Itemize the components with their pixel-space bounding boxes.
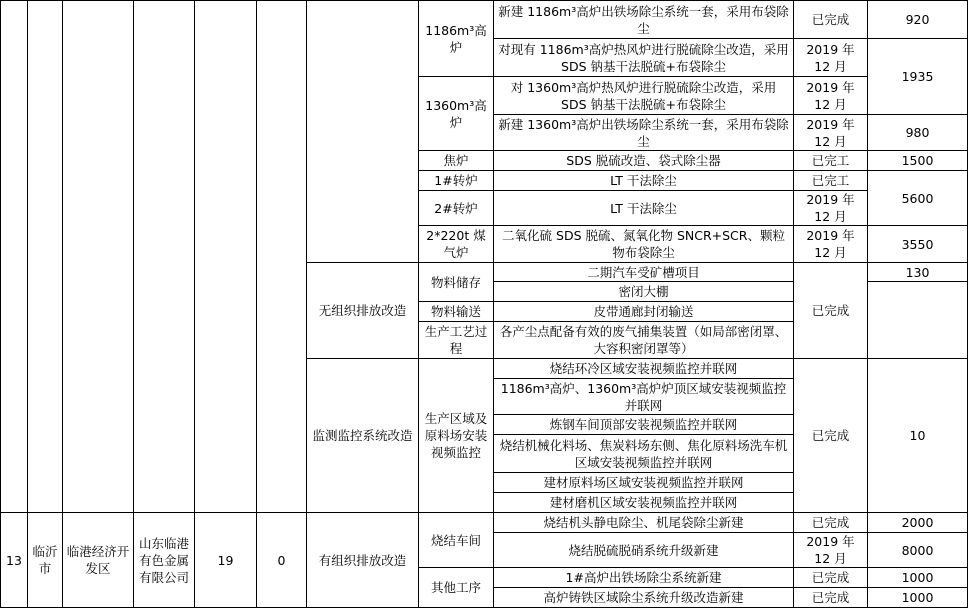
cell-invest: 130 xyxy=(868,263,968,282)
cell-project: LT 干法除尘 xyxy=(494,171,794,191)
cell-process: 生产工艺过程 xyxy=(419,322,494,359)
cell-process: 生产区域及原料场安装视频监控 xyxy=(419,359,494,513)
cell-project: 皮带通廊封闭输送 xyxy=(494,302,794,322)
cell-score xyxy=(257,1,307,513)
cell-process: 1#转炉 xyxy=(419,171,494,191)
cell-process: 烧结车间 xyxy=(419,513,494,568)
cell-invest: 3550 xyxy=(868,226,968,263)
table-row xyxy=(1,513,968,533)
cell-invest: 1500 xyxy=(868,151,968,171)
cell-no: 13 xyxy=(1,513,28,608)
cell-invest: 920 xyxy=(868,1,968,39)
cell-status: 2019 年 12 月 xyxy=(794,115,868,151)
cell-status: 已完工 xyxy=(794,171,868,191)
cell-process: 1360m³高炉 xyxy=(419,77,494,151)
cell-rank: 19 xyxy=(195,513,257,608)
cell-project: 密闭大棚 xyxy=(494,282,794,302)
cell-status: 2019 年 12 月 xyxy=(794,77,868,115)
cell-invest: 5600 xyxy=(868,171,968,226)
cell-company: 山东临港有色金属有限公司 xyxy=(134,513,195,608)
cell-zone xyxy=(63,1,134,513)
cell-process: 2#转炉 xyxy=(419,191,494,226)
cell-zone: 临港经济开发区 xyxy=(63,513,134,608)
cell-status: 已完成 xyxy=(794,263,868,359)
cell-status: 已完成 xyxy=(794,1,868,39)
cell-process: 1186m³高炉 xyxy=(419,1,494,77)
cell-status: 已完成 xyxy=(794,568,868,588)
cell-status: 2019 年 12 月 xyxy=(794,191,868,226)
cell-project: 各产尘点配备有效的废气捕集装置（如局部密闭罩、大容积密闭罩等） xyxy=(494,322,794,359)
cell-status: 2019 年 12 月 xyxy=(794,39,868,77)
cell-category: 无组织排放改造 xyxy=(307,263,419,359)
cell-rank xyxy=(195,1,257,513)
cell-project: LT 干法除尘 xyxy=(494,191,794,226)
cell-process: 其他工序 xyxy=(419,568,494,608)
cell-project: 建材磨机区域安装视频监控并联网 xyxy=(494,493,794,513)
cell-category xyxy=(307,1,419,263)
cell-project: 烧结环冷区域安装视频监控并联网 xyxy=(494,359,794,379)
cell-process: 焦炉 xyxy=(419,151,494,171)
cell-process: 物料输送 xyxy=(419,302,494,322)
cell-project: 新建 1186m³高炉出铁场除尘系统一套，采用布袋除尘 xyxy=(494,1,794,39)
cell-category: 监测监控系统改造 xyxy=(307,359,419,513)
cell-project: 1186m³高炉、1360m³高炉炉顶区域安装视频监控并联网 xyxy=(494,379,794,415)
cell-invest: 1000 xyxy=(868,588,968,608)
cell-no xyxy=(1,1,28,513)
cell-status: 已完工 xyxy=(794,151,868,171)
cell-project: SDS 脱硫改造、袋式除尘器 xyxy=(494,151,794,171)
cell-city xyxy=(28,1,63,513)
cell-invest: 980 xyxy=(868,115,968,151)
cell-company xyxy=(134,1,195,513)
cell-project: 建材原料场区域安装视频监控并联网 xyxy=(494,473,794,493)
cell-invest: 8000 xyxy=(868,533,968,568)
cell-project: 烧结机械化料场、焦炭料场东侧、焦化原料场洗车机区域安装视频监控并联网 xyxy=(494,435,794,473)
cell-invest: 1000 xyxy=(868,568,968,588)
cell-status: 已完成 xyxy=(794,588,868,608)
cell-project: 对 1360m³高炉热风炉进行脱硫除尘改造，采用 SDS 钠基干法脱硫+布袋除尘 xyxy=(494,77,794,115)
cell-category: 有组织排放改造 xyxy=(307,513,419,608)
cell-process: 物料储存 xyxy=(419,263,494,302)
cell-project: 对现有 1186m³高炉热风炉进行脱硫除尘改造，采用 SDS 钠基干法脱硫+布袋除尘 xyxy=(494,39,794,77)
cell-project: 二氧化硫 SDS 脱硫、氮氧化物 SNCR+SCR、颗粒物布袋除尘 xyxy=(494,226,794,263)
cell-project: 高炉铸铁区域除尘系统升级改造新建 xyxy=(494,588,794,608)
cell-project: 新建 1360m³高炉出铁场除尘系统一套，采用布袋除尘 xyxy=(494,115,794,151)
cell-invest: 1935 xyxy=(868,39,968,115)
cell-project: 烧结机头静电除尘、机尾袋除尘新建 xyxy=(494,513,794,533)
cell-status: 已完成 xyxy=(794,513,868,533)
cell-project: 二期汽车受矿槽项目 xyxy=(494,263,794,282)
cell-invest xyxy=(868,282,968,359)
cell-invest: 2000 xyxy=(868,513,968,533)
cell-status: 2019 年 12 月 xyxy=(794,533,868,568)
table-row xyxy=(1,1,968,39)
cell-status: 2019 年 12 月 xyxy=(794,226,868,263)
cell-project: 烧结脱硫脱硝系统升级新建 xyxy=(494,533,794,568)
cell-project: 1#高炉出铁场除尘系统新建 xyxy=(494,568,794,588)
cell-status: 已完成 xyxy=(794,359,868,513)
cell-invest: 10 xyxy=(868,359,968,513)
cell-process: 2*220t 煤气炉 xyxy=(419,226,494,263)
cell-city: 临沂市 xyxy=(28,513,63,608)
cell-score: 0 xyxy=(257,513,307,608)
cell-project: 炼钢车间顶部安装视频监控并联网 xyxy=(494,415,794,435)
